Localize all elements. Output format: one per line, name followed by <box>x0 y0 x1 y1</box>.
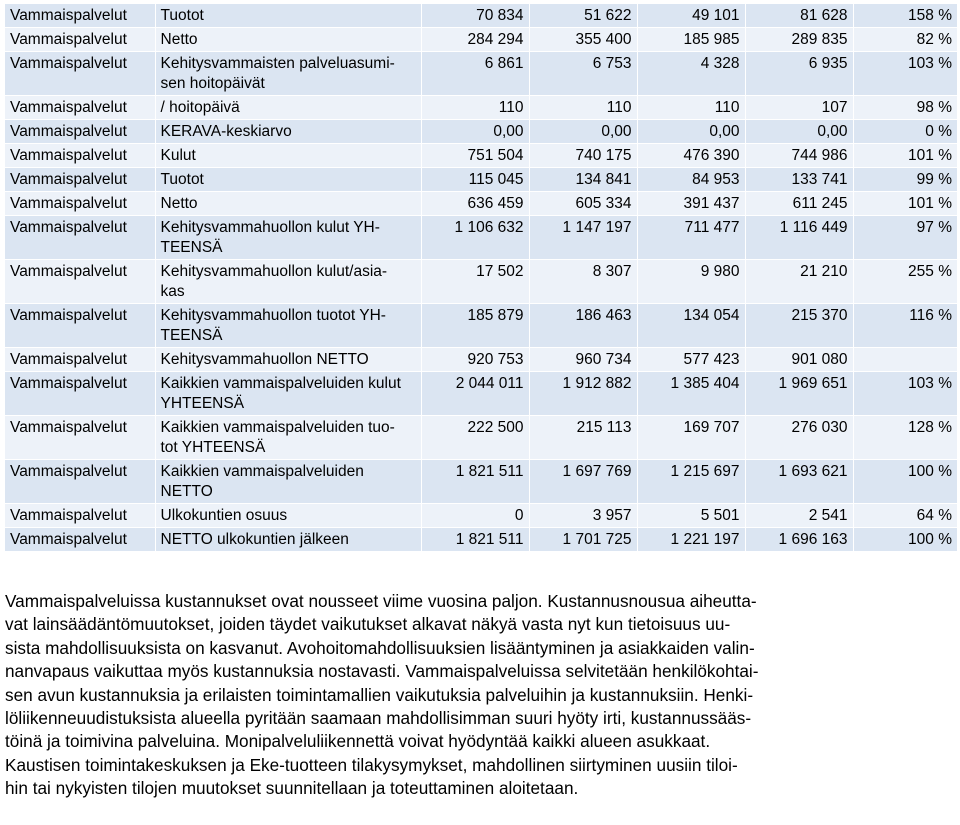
value-cell-1: 636 459 <box>421 192 529 216</box>
value-cell-2: 740 175 <box>529 144 637 168</box>
value-cell-3: 1 221 197 <box>637 528 745 552</box>
row-section-cell: Vammaispalvelut <box>5 460 155 504</box>
value-cell-3: 4 328 <box>637 52 745 96</box>
value-cell-4: 215 370 <box>745 304 853 348</box>
row-label-cell: Netto <box>155 192 421 216</box>
row-section-cell: Vammaispalvelut <box>5 4 155 28</box>
percent-cell <box>853 348 957 372</box>
value-cell-1: 17 502 <box>421 260 529 304</box>
value-cell-3: 5 501 <box>637 504 745 528</box>
percent-cell: 64 % <box>853 504 957 528</box>
value-cell-2: 355 400 <box>529 28 637 52</box>
value-cell-1: 751 504 <box>421 144 529 168</box>
value-cell-1: 2 044 011 <box>421 372 529 416</box>
body-paragraph <box>5 590 935 801</box>
value-cell-2: 1 912 882 <box>529 372 637 416</box>
table-row <box>5 52 957 96</box>
percent-cell: 101 % <box>853 144 957 168</box>
row-label-cell: Kehitysvammahuollon tuotot YH- TEENSÄ <box>155 304 421 348</box>
value-cell-3: 169 707 <box>637 416 745 460</box>
finance-table-body <box>5 4 957 552</box>
value-cell-1: 0,00 <box>421 120 529 144</box>
value-cell-4: 744 986 <box>745 144 853 168</box>
value-cell-1: 6 861 <box>421 52 529 96</box>
value-cell-1: 1 821 511 <box>421 528 529 552</box>
value-cell-3: 110 <box>637 96 745 120</box>
value-cell-2: 0,00 <box>529 120 637 144</box>
value-cell-2: 186 463 <box>529 304 637 348</box>
value-cell-4: 0,00 <box>745 120 853 144</box>
row-label-cell: KERAVA-keskiarvo <box>155 120 421 144</box>
row-label-cell: Netto <box>155 28 421 52</box>
value-cell-2: 1 147 197 <box>529 216 637 260</box>
value-cell-2: 8 307 <box>529 260 637 304</box>
value-cell-3: 1 215 697 <box>637 460 745 504</box>
row-label-cell: NETTO ulkokuntien jälkeen <box>155 528 421 552</box>
table-row <box>5 348 957 372</box>
value-cell-2: 960 734 <box>529 348 637 372</box>
paragraph-line: hin tai nykyisten tilojen muutokset suunnitellaan ja toteuttaminen aloitetaan. <box>5 778 579 799</box>
percent-cell: 100 % <box>853 528 957 552</box>
value-cell-4: 133 741 <box>745 168 853 192</box>
value-cell-1: 284 294 <box>421 28 529 52</box>
row-label-cell: Kehitysvammahuollon NETTO <box>155 348 421 372</box>
table-row <box>5 216 957 260</box>
value-cell-4: 1 969 651 <box>745 372 853 416</box>
value-cell-3: 49 101 <box>637 4 745 28</box>
row-section-cell: Vammaispalvelut <box>5 416 155 460</box>
value-cell-4: 289 835 <box>745 28 853 52</box>
value-cell-3: 391 437 <box>637 192 745 216</box>
paragraph-line: vat lainsäädäntömuutokset, joiden täydet vaikutukset alkavat näkyä vasta nyt kun tietoisuus uu- <box>5 614 731 635</box>
percent-cell: 100 % <box>853 460 957 504</box>
row-section-cell: Vammaispalvelut <box>5 192 155 216</box>
percent-cell: 82 % <box>853 28 957 52</box>
value-cell-2: 1 701 725 <box>529 528 637 552</box>
value-cell-2: 51 622 <box>529 4 637 28</box>
paragraph-line: Vammaispalveluissa kustannukset ovat nousseet viime vuosina paljon. Kustannusnousua aiheutta- <box>5 591 757 611</box>
table-row <box>5 4 957 28</box>
percent-cell: 158 % <box>853 4 957 28</box>
row-label-cell: Kulut <box>155 144 421 168</box>
row-section-cell: Vammaispalvelut <box>5 168 155 192</box>
table-row <box>5 528 957 552</box>
table-row <box>5 96 957 120</box>
row-label-cell: Kaikkien vammaispalveluiden tuo- tot YHTEENSÄ <box>155 416 421 460</box>
row-section-cell: Vammaispalvelut <box>5 260 155 304</box>
value-cell-4: 107 <box>745 96 853 120</box>
row-section-cell: Vammaispalvelut <box>5 144 155 168</box>
value-cell-3: 134 054 <box>637 304 745 348</box>
value-cell-3: 0,00 <box>637 120 745 144</box>
row-section-cell: Vammaispalvelut <box>5 348 155 372</box>
row-section-cell: Vammaispalvelut <box>5 372 155 416</box>
paragraph-line: sen avun kustannuksia ja erilaisten toimintamallien vaikutuksia palveluihin ja kustannuksiin. Henki- <box>5 684 754 705</box>
value-cell-3: 577 423 <box>637 348 745 372</box>
percent-cell: 98 % <box>853 96 957 120</box>
row-section-cell: Vammaispalvelut <box>5 28 155 52</box>
value-cell-2: 605 334 <box>529 192 637 216</box>
value-cell-2: 1 697 769 <box>529 460 637 504</box>
value-cell-1: 110 <box>421 96 529 120</box>
percent-cell: 101 % <box>853 192 957 216</box>
percent-cell: 0 % <box>853 120 957 144</box>
row-label-cell: Kaikkien vammaispalveluiden NETTO <box>155 460 421 504</box>
row-label-cell: Tuotot <box>155 4 421 28</box>
value-cell-3: 1 385 404 <box>637 372 745 416</box>
row-label-cell: Tuotot <box>155 168 421 192</box>
table-row <box>5 504 957 528</box>
value-cell-3: 476 390 <box>637 144 745 168</box>
row-section-cell: Vammaispalvelut <box>5 528 155 552</box>
percent-cell: 103 % <box>853 52 957 96</box>
row-label-cell: Kaikkien vammaispalveluiden kulut YHTEENSÄ <box>155 372 421 416</box>
table-row <box>5 304 957 348</box>
paragraph-line: löliikenneuudistuksista alueella pyritään saamaan mahdollisimman suuri hyöty irti, kustannussääs- <box>5 708 752 729</box>
percent-cell: 103 % <box>853 372 957 416</box>
value-cell-3: 9 980 <box>637 260 745 304</box>
value-cell-3: 84 953 <box>637 168 745 192</box>
value-cell-2: 3 957 <box>529 504 637 528</box>
value-cell-1: 920 753 <box>421 348 529 372</box>
value-cell-4: 611 245 <box>745 192 853 216</box>
table-row <box>5 192 957 216</box>
value-cell-1: 70 834 <box>421 4 529 28</box>
percent-cell: 97 % <box>853 216 957 260</box>
value-cell-2: 215 113 <box>529 416 637 460</box>
value-cell-2: 6 753 <box>529 52 637 96</box>
value-cell-4: 901 080 <box>745 348 853 372</box>
value-cell-2: 110 <box>529 96 637 120</box>
value-cell-4: 1 693 621 <box>745 460 853 504</box>
value-cell-2: 134 841 <box>529 168 637 192</box>
finance-table <box>5 3 957 552</box>
percent-cell: 128 % <box>853 416 957 460</box>
row-label-cell: / hoitopäivä <box>155 96 421 120</box>
value-cell-1: 1 106 632 <box>421 216 529 260</box>
value-cell-3: 711 477 <box>637 216 745 260</box>
row-section-cell: Vammaispalvelut <box>5 120 155 144</box>
table-row <box>5 28 957 52</box>
row-label-cell: Ulkokuntien osuus <box>155 504 421 528</box>
value-cell-4: 6 935 <box>745 52 853 96</box>
percent-cell: 99 % <box>853 168 957 192</box>
table-row <box>5 144 957 168</box>
value-cell-1: 222 500 <box>421 416 529 460</box>
table-row <box>5 120 957 144</box>
value-cell-1: 0 <box>421 504 529 528</box>
paragraph-line: Kaustisen toimintakeskuksen ja Eke-tuotteen tilakysymykset, mahdollinen siirtyminen uusiin tiloi- <box>5 754 738 775</box>
value-cell-1: 115 045 <box>421 168 529 192</box>
value-cell-4: 276 030 <box>745 416 853 460</box>
percent-cell: 255 % <box>853 260 957 304</box>
value-cell-4: 21 210 <box>745 260 853 304</box>
paragraph-line: töinä ja toimivina palveluina. Monipalveluliikennettä voivat hyödyntää kaikki alueen asukkaat. <box>5 731 711 752</box>
percent-cell: 116 % <box>853 304 957 348</box>
value-cell-4: 1 696 163 <box>745 528 853 552</box>
row-section-cell: Vammaispalvelut <box>5 504 155 528</box>
row-label-cell: Kehitysvammahuollon kulut YH- TEENSÄ <box>155 216 421 260</box>
value-cell-4: 1 116 449 <box>745 216 853 260</box>
paragraph-line: nanvapaus vaikuttaa myös kustannuksia nostavasti. Vammaispalveluissa selvitetään henkilökohtai- <box>5 661 759 682</box>
row-label-cell: Kehitysvammahuollon kulut/asia- kas <box>155 260 421 304</box>
value-cell-1: 1 821 511 <box>421 460 529 504</box>
row-section-cell: Vammaispalvelut <box>5 96 155 120</box>
table-row <box>5 416 957 460</box>
table-row <box>5 168 957 192</box>
value-cell-4: 2 541 <box>745 504 853 528</box>
table-row <box>5 372 957 416</box>
value-cell-1: 185 879 <box>421 304 529 348</box>
row-section-cell: Vammaispalvelut <box>5 52 155 96</box>
row-label-cell: Kehitysvammaisten palveluasumi- sen hoitopäivät <box>155 52 421 96</box>
value-cell-3: 185 985 <box>637 28 745 52</box>
table-row <box>5 460 957 504</box>
row-section-cell: Vammaispalvelut <box>5 216 155 260</box>
table-row <box>5 260 957 304</box>
paragraph-line: sista mahdollisuuksista on kasvanut. Avohoitomahdollisuuksien lisääntyminen ja asiakkaiden valin- <box>5 637 755 658</box>
value-cell-4: 81 628 <box>745 4 853 28</box>
row-section-cell: Vammaispalvelut <box>5 304 155 348</box>
